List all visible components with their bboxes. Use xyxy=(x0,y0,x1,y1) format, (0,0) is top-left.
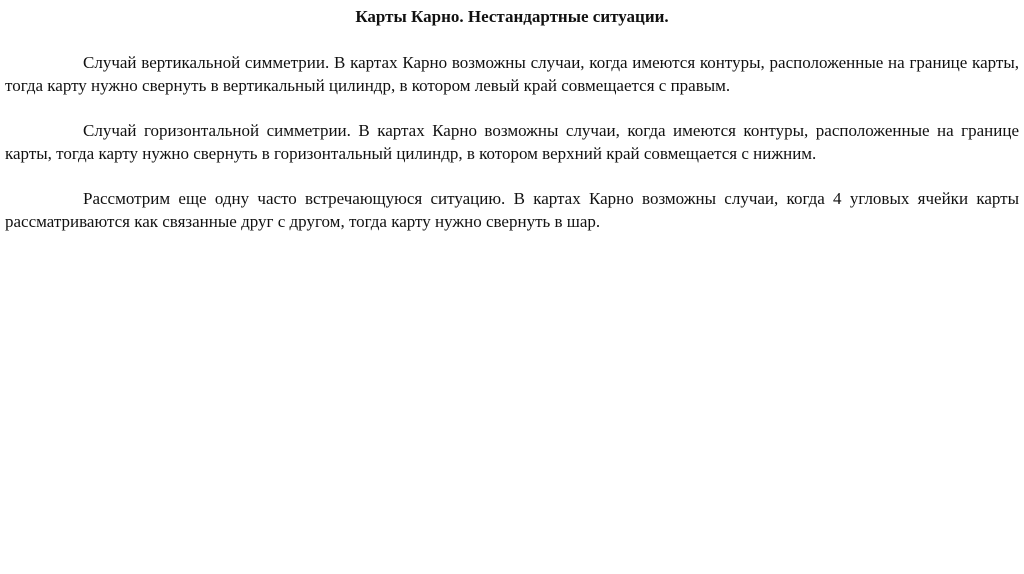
paragraph-corner-cells: Рассмотрим еще одну часто встречающуюся ситуацию. В картах Карно возможны случаи, когда 4 угловых ячейки карты рассматриваются как связанные друг с другом, тогда карту нужно свернуть в шар. xyxy=(5,189,1019,231)
document-title: Карты Карно. Нестандартные ситуации. xyxy=(355,7,669,26)
paragraph-horizontal-symmetry: Случай горизонтальной симметрии. В картах Карно возможны случаи, когда имеются контуры, расположенные на границе карты, тогда карту нужно свернуть в горизонтальный цилиндр, в котором верхний край совмещается с нижним. xyxy=(5,121,1019,163)
paragraph-vertical-symmetry: Случай вертикальной симметрии. В картах Карно возможны случаи, когда имеются контуры, расположенные на границе карты, тогда карту нужно свернуть в вертикальный цилиндр, в котором левый край совмещается с правым. xyxy=(5,53,1019,95)
